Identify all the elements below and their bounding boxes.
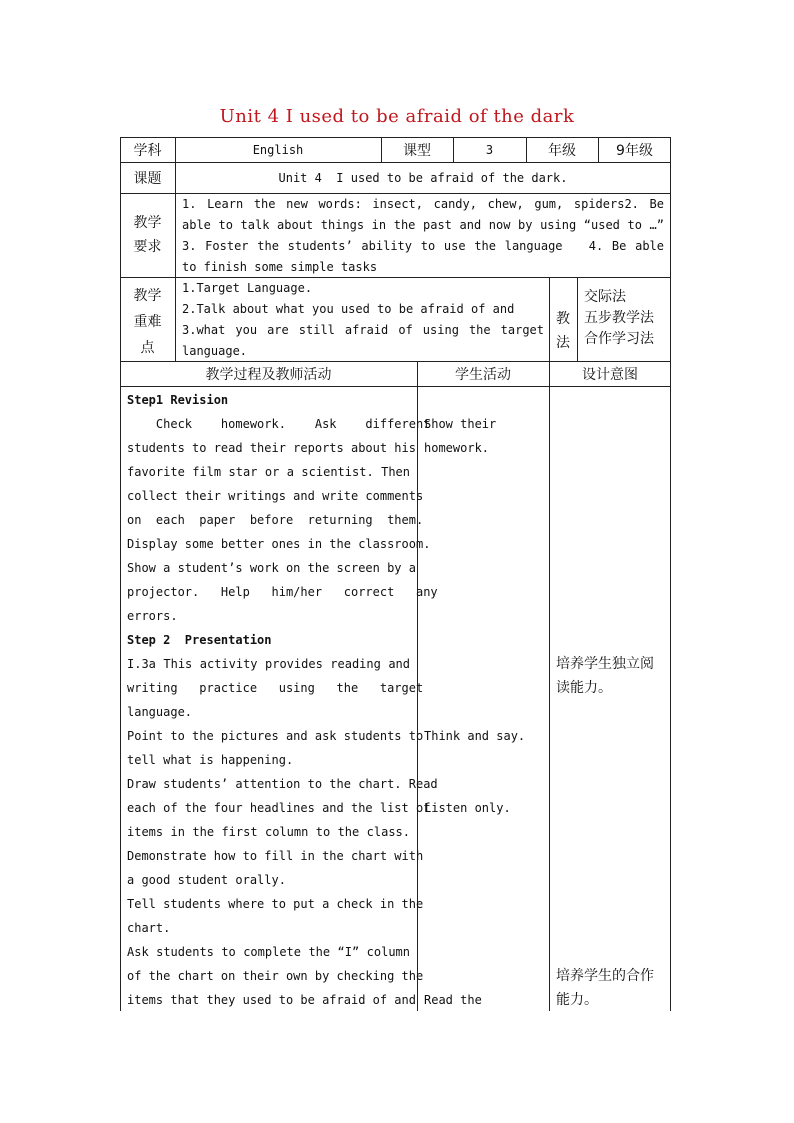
step1-line: on each paper before returning them. bbox=[127, 513, 424, 527]
requirements-label-line: 要求 bbox=[133, 239, 162, 255]
methods-list bbox=[584, 287, 654, 350]
step1-line: Display some better ones in the classroom. bbox=[127, 537, 431, 551]
step1-heading: Step1 Revision bbox=[127, 393, 229, 407]
row-divider bbox=[120, 386, 671, 387]
method-label-line: 法 bbox=[556, 335, 570, 351]
step2-line: a good student orally. bbox=[127, 873, 286, 887]
keypoints-line: language. bbox=[182, 344, 248, 358]
student-activity-line: homework. bbox=[424, 441, 490, 455]
design-intent-line: 培养学生独立阅 bbox=[556, 656, 654, 672]
keypoints-line: 2.Talk about what you used to be afraid of and bbox=[182, 302, 515, 316]
method-label bbox=[549, 307, 577, 355]
method-item: 五步教学法 bbox=[584, 310, 654, 326]
keypoints-label-line: 重难 bbox=[133, 314, 162, 330]
step1-line: Check homework. Ask different bbox=[127, 417, 431, 431]
step2-line: items that they used to be afraid of and bbox=[127, 993, 416, 1007]
step2-line: Demonstrate how to fill in the chart with bbox=[127, 849, 424, 863]
step2-line: Ask students to complete the “I” column bbox=[127, 945, 410, 959]
header-design-intent: 设计意图 bbox=[582, 366, 638, 383]
step2-heading: Step 2 Presentation bbox=[127, 633, 272, 647]
step2-line: tell what is happening. bbox=[127, 753, 294, 767]
step2-line: each of the four headlines and the list of bbox=[127, 801, 431, 815]
student-activity-line: Listen only. bbox=[424, 801, 511, 815]
subject-label: 学科 bbox=[133, 142, 162, 159]
design-intent-line: 培养学生的合作 bbox=[556, 968, 654, 984]
requirements-label bbox=[120, 211, 175, 259]
header-student-activity: 学生活动 bbox=[455, 366, 511, 383]
grade-label: 年级 bbox=[548, 142, 576, 159]
header-teacher-activity: 教学过程及教师活动 bbox=[205, 366, 332, 383]
design-intent-line: 能力。 bbox=[556, 992, 598, 1008]
keypoints-line: 3.what you are still afraid of using the target bbox=[182, 323, 544, 337]
requirements-label-line: 教学 bbox=[133, 215, 162, 231]
type-value: 3 bbox=[485, 142, 494, 157]
page-title: Unit 4 I used to be afraid of the dark bbox=[219, 106, 575, 127]
step1-line: favorite film star or a scientist. Then bbox=[127, 465, 410, 479]
col-divider bbox=[577, 277, 578, 361]
step2-line: I.3a This activity provides reading and bbox=[127, 657, 410, 671]
step2-line: chart. bbox=[127, 921, 171, 935]
keypoints-text bbox=[182, 278, 544, 362]
step1-line: students to read their reports about his bbox=[127, 441, 416, 455]
method-label-line: 教 bbox=[556, 311, 570, 327]
keypoints-label-line: 点 bbox=[140, 340, 155, 356]
step1-line: Show a student’s work on the screen by a bbox=[127, 561, 416, 575]
method-item: 交际法 bbox=[584, 289, 626, 305]
col-divider bbox=[549, 361, 550, 1011]
design-intent-line: 读能力。 bbox=[556, 680, 612, 696]
step2-line: items in the first column to the class. bbox=[127, 825, 410, 839]
requirements-text: 1. Learn the new words: insect, candy, chew, gum, spiders2. Be able to talk about things in the past and now by using “used to …” 3. Foster the students’ ability to use the language 4. Be able to finish some simple tasks bbox=[182, 197, 672, 274]
student-activity-line: Read the bbox=[424, 993, 482, 1007]
design-intent-note bbox=[556, 964, 654, 1012]
step2-line: Draw students’ attention to the chart. Read bbox=[127, 777, 438, 791]
topic-label: 课题 bbox=[133, 170, 162, 187]
subject-value: English bbox=[252, 142, 304, 157]
topic-value: Unit 4 I used to be afraid of the dark. bbox=[278, 170, 568, 185]
step2-line: Point to the pictures and ask students to bbox=[127, 729, 424, 743]
keypoints-label-line: 教学 bbox=[133, 288, 162, 304]
grade-value: 9年级 bbox=[616, 142, 653, 159]
student-activity-line: Show their bbox=[424, 417, 497, 431]
step2-line: of the chart on their own by checking the bbox=[127, 969, 424, 983]
method-item: 合作学习法 bbox=[584, 331, 654, 347]
step1-line: projector. Help him/her correct any bbox=[127, 585, 438, 599]
keypoints-line: 1.Target Language. bbox=[182, 281, 313, 295]
student-activity-line: Think and say. bbox=[424, 729, 526, 743]
keypoints-label bbox=[120, 283, 175, 361]
step2-line: Tell students where to put a check in the bbox=[127, 897, 424, 911]
step2-line: writing practice using the target bbox=[127, 681, 424, 695]
design-intent-note bbox=[556, 652, 654, 700]
step1-line: errors. bbox=[127, 609, 178, 623]
step2-line: language. bbox=[127, 705, 193, 719]
step1-line: collect their writings and write comments bbox=[127, 489, 424, 503]
type-label: 课型 bbox=[403, 142, 431, 159]
